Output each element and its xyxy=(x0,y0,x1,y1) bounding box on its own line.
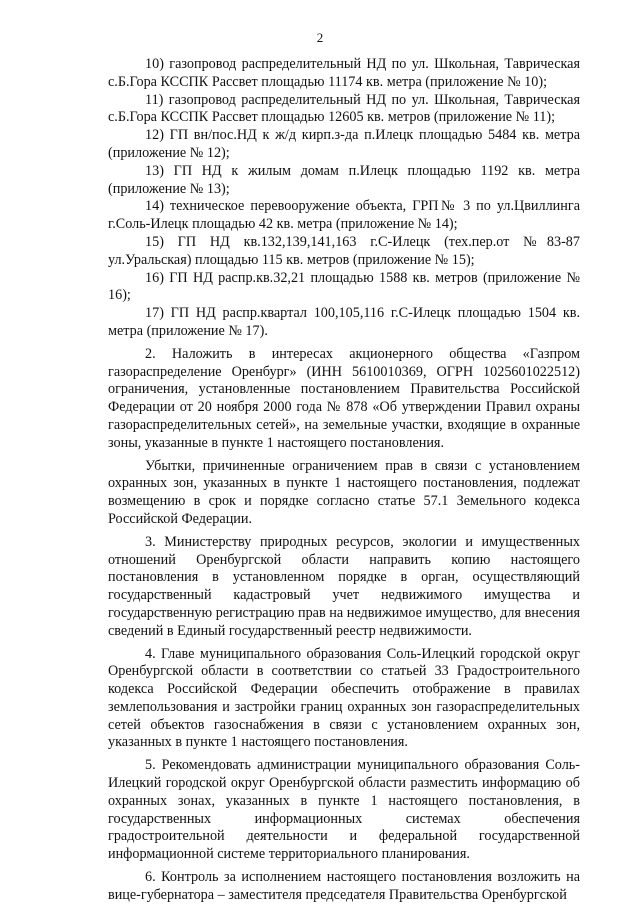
list-item-10: 10) газопровод распределительный НД по ул. Школьная, Таврическая с.Б.Гора КССПК Рассвет площадью 11174 кв. метра (приложение № 10); xyxy=(108,56,580,90)
clause-4: 4. Главе муниципального образования Соль-Илецкий городской округ Оренбургской области в соответствии со статьей 33 Градостроительного кодекса Российской Федерации обеспечить отображение в правилах землепользования и застройки границ охранных зон газораспределительных сетей объектов газоснабжения в связи с установлением охранных зон, указанных в пункте 1 настоящего постановления. xyxy=(108,645,580,751)
list-item-14: 14) техническое перевооружение объекта, ГРП№ 3 по ул.Цвиллинга г.Соль-Илецк площадью 42 кв. метра (приложение № 14); xyxy=(108,198,580,233)
list-item-17: 17) ГП НД распр.квартал 100,105,116 г.С-Илецк площадью 1504 кв. метра (приложение № 17). xyxy=(108,305,580,339)
clause-2: 2. Наложить в интересах акционерного общества «Газпром газораспределение Оренбург» (ИНН 5610010369, ОГРН 1025601022512) ограничения, установленные постановлением Правительства Российской Федерации от 20 ноября 2000 года № 878 «Об утверждении Правил охраны газораспределительных сетей», на земельные участки, входящие в охранные зоны, указанные в пункте 1 настоящего постановления. xyxy=(108,345,580,451)
list-item-12: 12) ГП вн/пос.НД к ж/д кирп.з-да п.Илецк площадью 5484 кв. метра (приложение № 12); xyxy=(108,127,580,161)
clause-2-losses: Убытки, причиненные ограничением прав в связи с установлением охранных зон, указанных в пункте 1 настоящего постановления, подлежат возмещению в срок и порядке согласно статье 57.1 Земельного кодекса Российской Федерации. xyxy=(108,457,580,527)
list-item-11: 11) газопровод распределительный НД по ул. Школьная, Таврическая с.Б.Гора КССПК Рассвет площадью 12605 кв. метров (приложение № 11); xyxy=(108,91,580,126)
clause-5: 5. Рекомендовать администрации муниципального образования Соль-Илецкий городской округ Оренбургской области разместить информацию об охранных зонах, указанных в пункте 1 настоящего постановления, в государственных информационных системах обеспечения градостроительной деятельности и федеральной государственной информационной системе территориального планирования. xyxy=(108,757,580,863)
page-number: 2 xyxy=(316,30,324,45)
clause-3: 3. Министерству природных ресурсов, экологии и имущественных отношений Оренбургской области направить копию настоящего постановления в установленном порядке в орган, осуществляющий государственный кадастровый учет недвижимого имущества и государственную регистрацию прав на недвижимое имущество, для внесения сведений в Единый государственный реестр недвижимости. xyxy=(108,533,580,639)
clause-6: 6. Контроль за исполнением настоящего постановления возложить на вице-губернатора – заместителя председателя Правительства Оренбургской xyxy=(108,869,580,903)
list-item-15: 15) ГП НД кв.132,139,141,163 г.С-Илецк (тех.пер.от №83-87 ул.Уральская) площадью 115 кв. метров (приложение № 15); xyxy=(108,233,580,268)
list-item-16: 16) ГП НД распр.кв.32,21 площадью 1588 кв. метров (приложение № 16); xyxy=(108,269,580,304)
list-item-13: 13) ГП НД к жилым домам п.Илецк площадью 1192 кв. метра (приложение № 13); xyxy=(108,162,580,197)
document-body xyxy=(108,56,580,905)
